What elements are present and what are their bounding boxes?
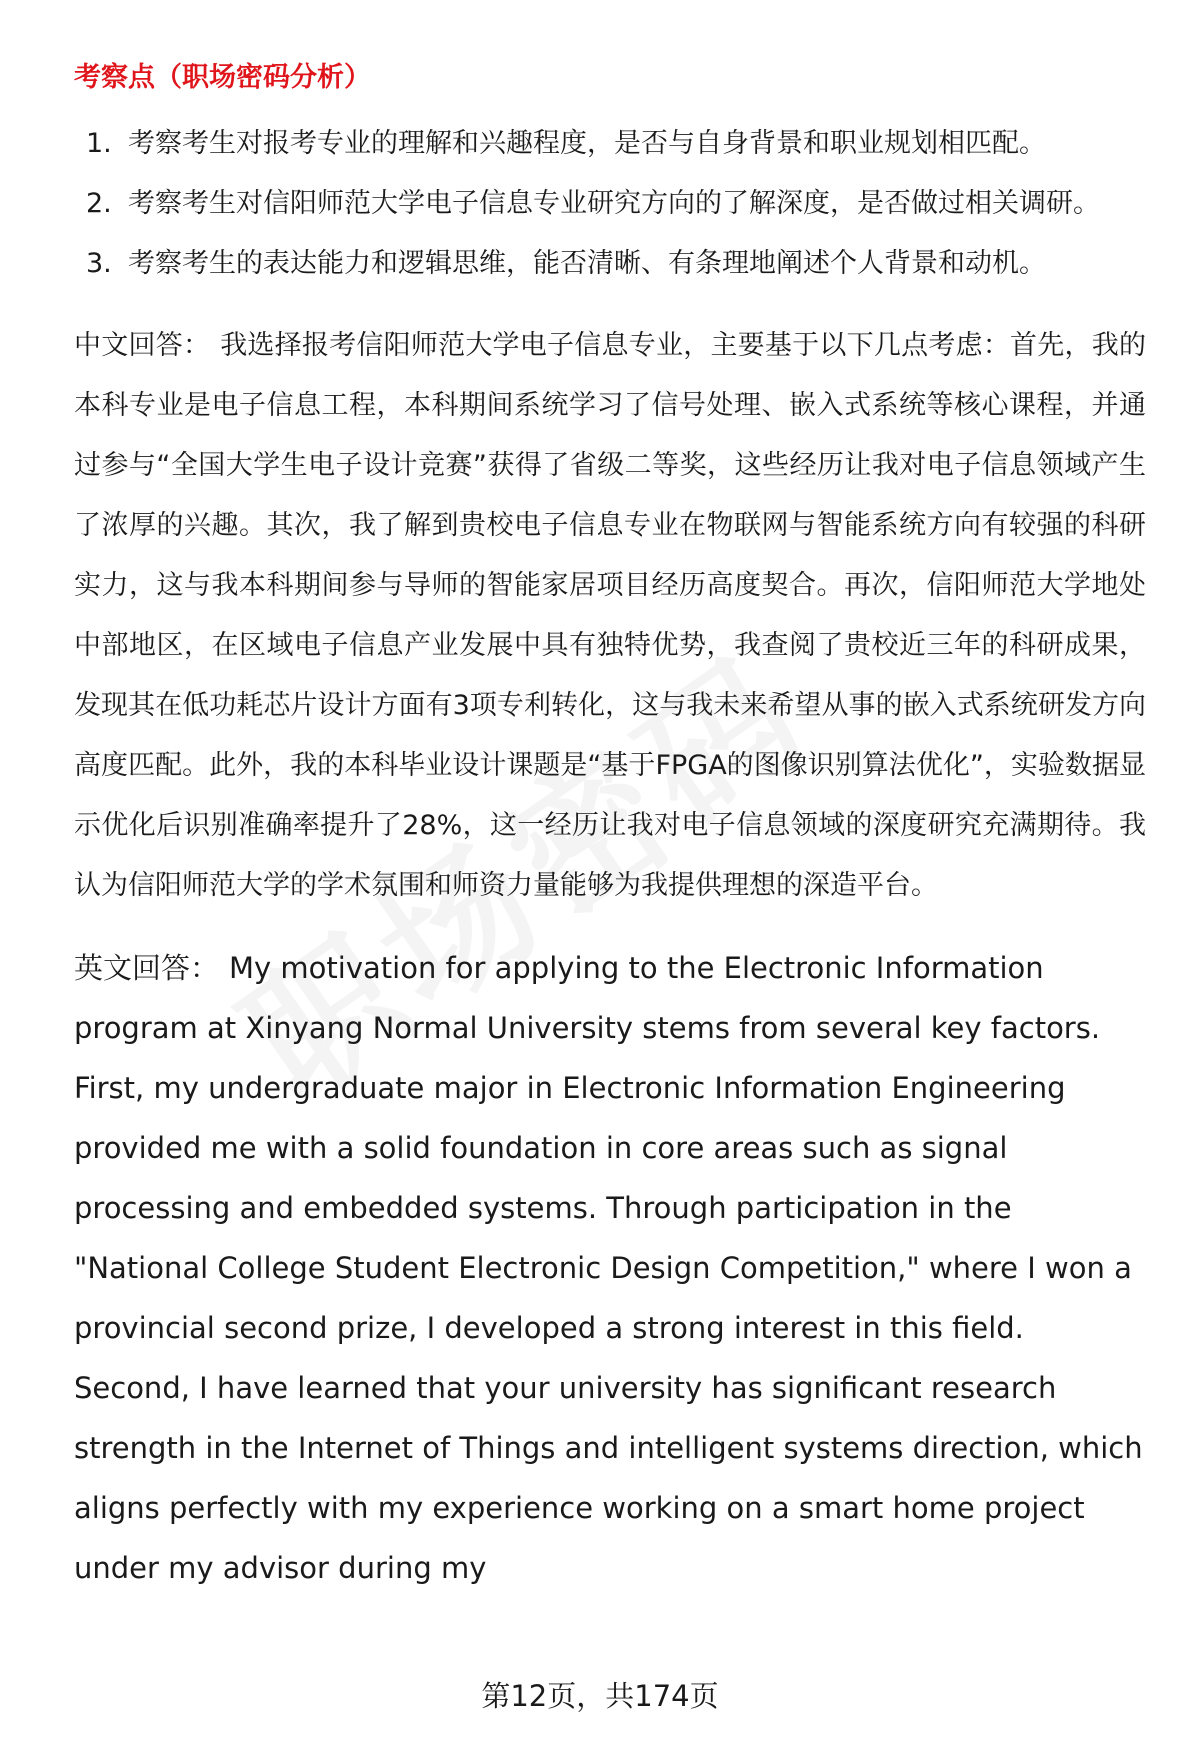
document-body [74,56,1146,1598]
section-title: 考察点（职场密码分析） [74,62,371,93]
points-list [74,114,1146,294]
english-answer [74,938,1146,1598]
list-item [74,174,1146,234]
list-item [74,234,1146,294]
english-answer-text: My motivation for applying to the Electronic Information program at Xinyang Normal University stems from several key factors. First, my undergraduate major in Electronic Information Engineering provided me with a solid foundation in core areas such as signal processing and embedded systems. Through participation in the "National College Student Electronic Design Competition," where I won a provincial second prize, I developed a strong interest in this field. Second, I have learned that your university has significant research strength in the Internet of Things and intelligent systems direction, which aligns perfectly with my experience working on a smart home project under my advisor during my [74,951,1143,1585]
list-text: 考察考生的表达能力和逻辑思维，能否清晰、有条理地阐述个人背景和动机。 [128,248,1046,279]
chinese-answer-label: 中文回答： [74,330,211,361]
list-number: 2. [86,188,112,219]
list-text: 考察考生对报考专业的理解和兴趣程度，是否与自身背景和职业规划相匹配。 [128,128,1046,159]
english-answer-label: 英文回答： [74,951,220,985]
chinese-answer-text: 我选择报考信阳师范大学电子信息专业，主要基于以下几点考虑：首先，我的本科专业是电子信息工程，本科期间系统学习了信号处理、嵌入式系统等核心课程，并通过参与“全国大学生电子设计竞赛”获得了省级二等奖，这些经历让我对电子信息领域产生了浓厚的兴趣。其次，我了解到贵校电子信息专业在物联网与智能系统方向有较强的科研实力，这与我本科期间参与导师的智能家居项目经历高度契合。再次，信阳师范大学地处中部地区，在区域电子信息产业发展中具有独特优势，我查阅了贵校近三年的科研成果，发现其在低功耗芯片设计方面有3项专利转化，这与我未来希望从事的嵌入式系统研发方向高度匹配。此外，我的本科毕业设计课题是“基于FPGA的图像识别算法优化”，实验数据显示优化后识别准确率提升了28%，这一经历让我对电子信息领域的深度研究充满期待。我认为信阳师范大学的学术氛围和师资力量能够为我提供理想的深造平台。 [74,330,1147,901]
list-item [74,114,1146,174]
page-footer: 第12页，共174页 [481,1679,719,1713]
chinese-answer [74,316,1146,916]
list-number: 3. [86,248,112,279]
list-number: 1. [86,128,112,159]
list-text: 考察考生对信阳师范大学电子信息专业研究方向的了解深度，是否做过相关调研。 [128,188,1100,219]
